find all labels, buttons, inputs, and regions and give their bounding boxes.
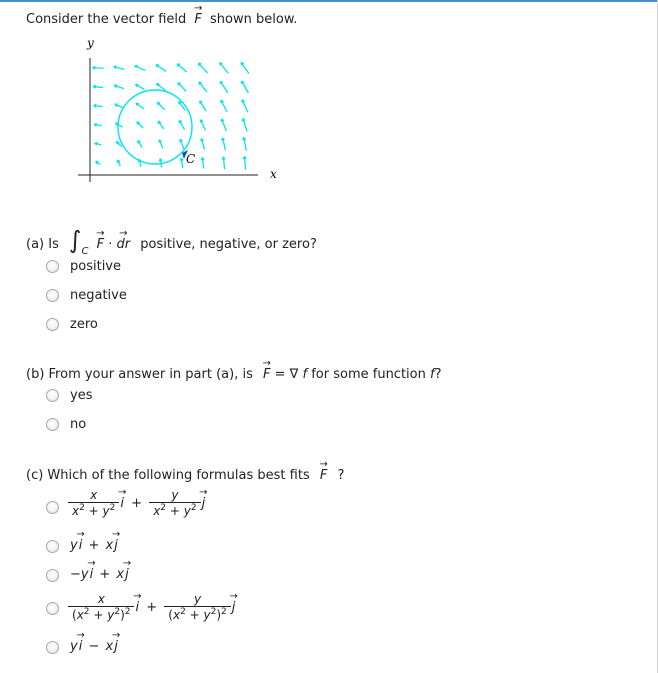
field-arrow — [221, 100, 227, 112]
coef-y: y — [70, 538, 78, 553]
radio-formula-5[interactable] — [46, 641, 59, 654]
unit-j: → j — [114, 639, 118, 654]
radio-formula-2[interactable] — [46, 540, 59, 553]
part-c-F: → F — [320, 468, 327, 483]
field-arrow — [137, 122, 143, 128]
unit-j: → j — [114, 538, 118, 553]
plus-sign: + — [146, 599, 158, 615]
field-arrow — [198, 63, 207, 73]
fraction-y-over-r4 — [164, 592, 230, 622]
denominator: $x^2 + y^2$ — [149, 502, 200, 518]
unit-i: → i — [79, 538, 83, 553]
plus-sign: + — [131, 495, 143, 511]
radio-no[interactable] — [46, 418, 59, 431]
field-arrows — [93, 62, 249, 169]
integrand-F: → F — [97, 237, 104, 252]
part-b-q: ? — [434, 367, 442, 382]
formula-option-5[interactable] — [70, 639, 118, 654]
plus-sign: + — [99, 567, 111, 582]
numerator: x — [97, 592, 105, 606]
field-arrow — [178, 83, 186, 92]
integral-subscript: C — [81, 246, 89, 257]
part-b-f2: f — [430, 367, 435, 382]
field-arrow — [220, 81, 228, 93]
denominator: $(x^2 + y^2)^2$ — [68, 606, 134, 622]
coef-x: x — [105, 538, 114, 553]
formula-option-3[interactable] — [70, 567, 129, 582]
radio-formula-4[interactable] — [46, 602, 59, 615]
radio-positive[interactable] — [46, 260, 59, 273]
formula-option-1[interactable] — [68, 488, 205, 518]
formula-option-4[interactable] — [68, 592, 235, 622]
field-arrow — [156, 65, 166, 72]
numerator: y — [171, 488, 179, 502]
field-arrow — [199, 82, 207, 92]
part-a-question — [26, 218, 317, 257]
option-negative[interactable]: negative — [70, 288, 127, 303]
unit-j: → j — [232, 600, 236, 615]
integrand-dr: → dr — [117, 237, 131, 252]
part-a-label: (a) Is — [26, 237, 59, 252]
dot-operator: · — [108, 237, 113, 252]
denominator: $(x^2 + y^2)^2$ — [164, 606, 230, 622]
intro-text — [26, 12, 297, 27]
radio-zero[interactable] — [46, 318, 59, 331]
option-zero[interactable]: zero — [70, 317, 98, 332]
part-c-q: ? — [337, 468, 345, 483]
unit-i: → i — [90, 567, 94, 582]
formula-option-2[interactable] — [70, 538, 118, 553]
coef-y: y — [70, 639, 78, 654]
field-arrow — [157, 102, 164, 109]
curve-label: C — [186, 152, 196, 166]
coef-neg-y: −y — [70, 567, 89, 582]
part-b-prefix: (b) From your answer in part (a), is — [26, 367, 253, 382]
field-arrow — [179, 101, 186, 110]
option-no[interactable]: no — [70, 417, 87, 432]
field-arrow — [242, 100, 248, 113]
part-b-question — [26, 367, 441, 382]
denominator: $x^2 + y^2$ — [68, 502, 119, 518]
field-arrow — [158, 121, 164, 129]
minus-sign: − — [88, 639, 100, 654]
unit-i: → i — [79, 639, 83, 654]
radio-negative[interactable] — [46, 289, 59, 302]
field-arrow — [242, 81, 249, 93]
part-c-question — [26, 468, 344, 483]
fraction-x-over-r2 — [68, 488, 119, 518]
plus-sign: + — [88, 538, 100, 553]
part-b-equals-grad: = ∇ — [274, 367, 299, 382]
coef-x: x — [105, 639, 114, 654]
radio-formula-1[interactable] — [46, 501, 59, 514]
intro-suffix: shown below. — [210, 12, 298, 27]
field-symbol: → F — [194, 12, 201, 27]
radio-formula-3[interactable] — [46, 569, 59, 582]
numerator: y — [193, 592, 202, 606]
radio-yes[interactable] — [46, 389, 59, 402]
curve-c — [118, 90, 192, 164]
y-axis-label: y — [87, 36, 94, 50]
unit-j: → j — [202, 496, 206, 511]
part-b-F: → F — [263, 367, 270, 382]
part-b-f: f — [302, 367, 308, 382]
field-arrow — [177, 64, 187, 72]
option-yes[interactable]: yes — [70, 388, 93, 403]
option-positive[interactable]: positive — [70, 259, 121, 274]
integral-sign: ∫ — [69, 226, 82, 254]
x-axis-label: x — [270, 167, 277, 181]
vector-field-plot — [60, 30, 300, 190]
coef-x: x — [116, 567, 125, 582]
field-arrow — [241, 62, 249, 73]
numerator: x — [90, 488, 98, 502]
field-arrow — [200, 101, 206, 111]
part-b-suffix: for some function — [311, 367, 426, 382]
unit-i: → i — [135, 600, 139, 615]
intro-prefix: Consider the vector field — [26, 12, 187, 27]
top-border — [0, 0, 658, 2]
fraction-y-over-r2 — [149, 488, 200, 518]
part-c-prefix: (c) Which of the following formulas best fits — [26, 468, 310, 483]
unit-j: → j — [125, 567, 129, 582]
field-arrow — [220, 63, 229, 74]
field-arrow — [136, 103, 144, 109]
fraction-x-over-r4 — [68, 592, 134, 622]
part-a-text: positive, negative, or zero? — [140, 237, 317, 252]
unit-i: → i — [120, 496, 124, 511]
